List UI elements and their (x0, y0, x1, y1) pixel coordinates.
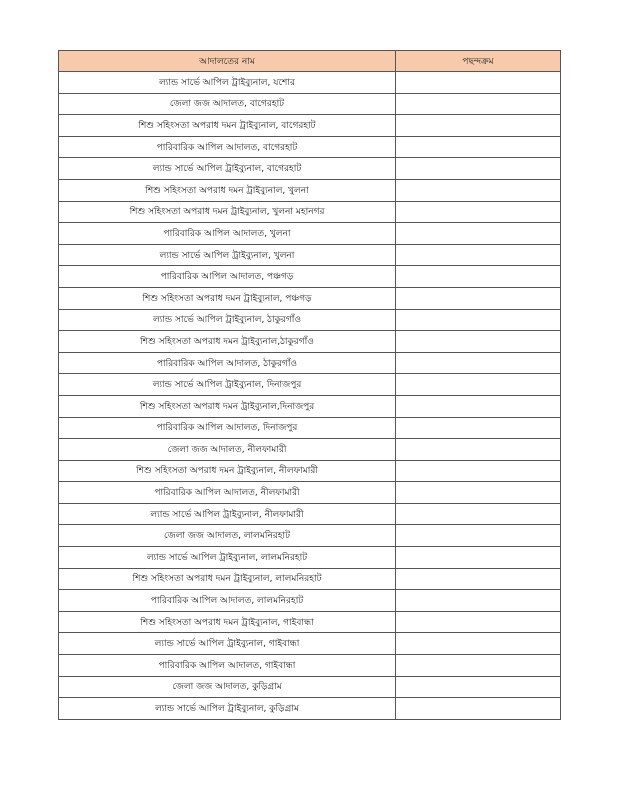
court-name-cell: জেলা জজ আদালত, নীলফামারী (59, 439, 396, 461)
preference-cell[interactable] (396, 352, 561, 374)
court-name-cell: পারিবারিক আপিল আদালত, গাইবান্ধা (59, 655, 396, 677)
preference-cell[interactable] (396, 115, 561, 137)
preference-cell[interactable] (396, 201, 561, 223)
preference-cell[interactable] (396, 439, 561, 461)
preference-cell[interactable] (396, 331, 561, 353)
court-preference-table (58, 50, 561, 720)
table-row (59, 266, 561, 288)
court-name-cell: ল্যান্ড সার্ভে আপিল ট্রাইব্যুনাল, নীলফামারী (59, 503, 396, 525)
court-name-cell: শিশু সহিংসতা অপরাধ দমন ট্রাইব্যুনাল, বাগেরহাট (59, 115, 396, 137)
table-row (59, 503, 561, 525)
preference-cell[interactable] (396, 547, 561, 569)
table-row (59, 439, 561, 461)
table-row (59, 482, 561, 504)
table-row (59, 287, 561, 309)
preference-cell[interactable] (396, 72, 561, 94)
court-name-cell: শিশু সহিংসতা অপরাধ দমন ট্রাইব্যুনাল, নীলফামারী (59, 460, 396, 482)
preference-cell[interactable] (396, 179, 561, 201)
table-row (59, 460, 561, 482)
table-row (59, 633, 561, 655)
court-name-cell: শিশু সহিংসতা অপরাধ দমন ট্রাইব্যুনাল, খুলনা মহানগর (59, 201, 396, 223)
court-name-cell: শিশু সহিংসতা অপরাধ দমন ট্রাইব্যুনাল,ঠাকুরগাঁও (59, 331, 396, 353)
table-row (59, 698, 561, 720)
table-row (59, 611, 561, 633)
table-row (59, 525, 561, 547)
preference-cell[interactable] (396, 611, 561, 633)
court-name-cell: ল্যান্ড সার্ভে আপিল ট্রাইব্যুনাল, লালমনিরহাট (59, 547, 396, 569)
court-name-cell: পারিবারিক আপিল আদালত, দিনাজপুর (59, 417, 396, 439)
court-name-cell: পারিবারিক আপিল আদালত, ঠাকুরগাঁও (59, 352, 396, 374)
preference-cell[interactable] (396, 503, 561, 525)
court-name-cell: জেলা জজ আদালত, লালমনিরহাট (59, 525, 396, 547)
court-name-cell: পারিবারিক আপিল আদালত, পঞ্চগড় (59, 266, 396, 288)
table-row (59, 72, 561, 94)
table-row (59, 93, 561, 115)
court-name-cell: শিশু সহিংসতা অপরাধ দমন ট্রাইব্যুনাল, পঞ্চগড় (59, 287, 396, 309)
table-header (59, 51, 561, 72)
preference-cell[interactable] (396, 223, 561, 245)
table-row (59, 201, 561, 223)
table-row (59, 655, 561, 677)
table-row (59, 115, 561, 137)
preference-cell[interactable] (396, 417, 561, 439)
preference-cell[interactable] (396, 93, 561, 115)
court-name-cell: ল্যান্ড সার্ভে আপিল ট্রাইব্যুনাল, খুলনা (59, 244, 396, 266)
header-row (59, 51, 561, 72)
preference-cell[interactable] (396, 309, 561, 331)
table-row (59, 244, 561, 266)
preference-cell[interactable] (396, 374, 561, 396)
court-name-cell: ল্যান্ড সার্ভে আপিল ট্রাইব্যুনাল, গাইবান্ধা (59, 633, 396, 655)
table-row (59, 590, 561, 612)
preference-cell[interactable] (396, 266, 561, 288)
preference-cell[interactable] (396, 590, 561, 612)
preference-cell[interactable] (396, 287, 561, 309)
table-row (59, 179, 561, 201)
court-name-header: আদালতের নাম (59, 51, 396, 72)
table-body (59, 72, 561, 720)
table-row (59, 223, 561, 245)
table-row (59, 331, 561, 353)
preference-cell[interactable] (396, 698, 561, 720)
table-row (59, 374, 561, 396)
court-name-cell: ল্যান্ড সার্ভে আপিল ট্রাইব্যুনাল, যশোর (59, 72, 396, 94)
table-row (59, 417, 561, 439)
table-row (59, 395, 561, 417)
preference-cell[interactable] (396, 460, 561, 482)
court-name-cell: জেলা জজ আদালত, বাগেরহাট (59, 93, 396, 115)
table-row (59, 547, 561, 569)
court-name-cell: ল্যান্ড সার্ভে আপিল ট্রাইব্যুনাল, ঠাকুরগাঁও (59, 309, 396, 331)
court-name-cell: ল্যান্ড সার্ভে আপিল ট্রাইব্যুনাল, কুড়িগ্রাম (59, 698, 396, 720)
preference-cell[interactable] (396, 676, 561, 698)
preference-cell[interactable] (396, 525, 561, 547)
table-row (59, 568, 561, 590)
court-name-cell: ল্যান্ড সার্ভে আপিল ট্রাইব্যুনাল, বাগেরহাট (59, 158, 396, 180)
court-name-cell: শিশু সহিংসতা অপরাধ দমন ট্রাইব্যুনাল, লালমনিরহাট (59, 568, 396, 590)
court-name-cell: পারিবারিক আপিল আদালত, নীলফামারী (59, 482, 396, 504)
court-name-cell: ল্যান্ড সার্ভে আপিল ট্রাইব্যুনাল, দিনাজপুর (59, 374, 396, 396)
court-name-cell: শিশু সহিংসতা অপরাধ দমন ট্রাইব্যুনাল, খুলনা (59, 179, 396, 201)
court-name-cell: জেলা জজ আদালত, কুড়িগ্রাম (59, 676, 396, 698)
preference-cell[interactable] (396, 568, 561, 590)
court-name-cell: শিশু সহিংসতা অপরাধ দমন ট্রাইব্যুনাল,দিনাজপুর (59, 395, 396, 417)
table-row (59, 352, 561, 374)
preference-cell[interactable] (396, 136, 561, 158)
preference-header: পছন্দক্রম (396, 51, 561, 72)
preference-cell[interactable] (396, 482, 561, 504)
court-name-cell: শিশু সহিংসতা অপরাধ দমন ট্রাইব্যুনাল, গাইবান্ধা (59, 611, 396, 633)
court-name-cell: পারিবারিক আপিল আদালত, খুলনা (59, 223, 396, 245)
preference-cell[interactable] (396, 655, 561, 677)
court-name-cell: পারিবারিক আপিল আদালত, বাগেরহাট (59, 136, 396, 158)
preference-cell[interactable] (396, 395, 561, 417)
preference-cell[interactable] (396, 158, 561, 180)
table-row (59, 309, 561, 331)
table-row (59, 136, 561, 158)
court-name-cell: পারিবারিক আপিল আদালত, লালমনিরহাট (59, 590, 396, 612)
table-row (59, 158, 561, 180)
table-row (59, 676, 561, 698)
preference-cell[interactable] (396, 244, 561, 266)
preference-cell[interactable] (396, 633, 561, 655)
